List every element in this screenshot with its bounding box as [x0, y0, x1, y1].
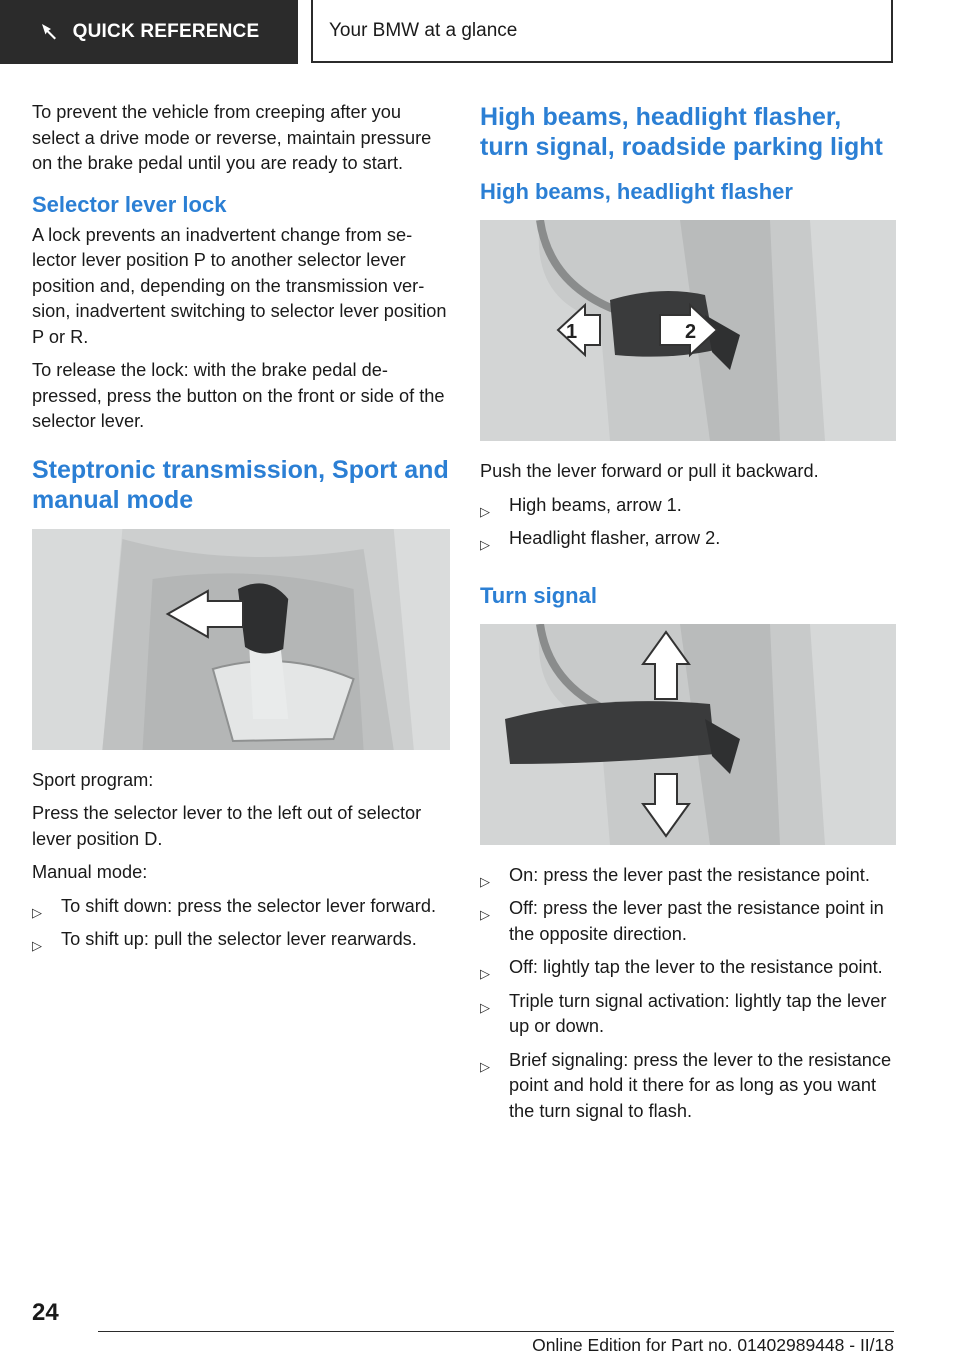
selector-lock-heading: Selector lever lock	[32, 191, 227, 217]
list-item: ▷ To shift down: press the selector lever forward.	[32, 894, 450, 920]
edition-note: Online Edition for Part no. 01402989448 - II/18	[532, 1335, 894, 1355]
bullet-icon: ▷	[480, 1058, 490, 1074]
turn-signal-heading: Turn signal	[480, 582, 597, 608]
bullet-icon: ▷	[32, 938, 42, 953]
section-title-text: Your BMW at a glance	[329, 19, 518, 41]
section-title	[311, 0, 893, 63]
selector-lock-paragraph-1: A lock prevents an inadvertent change from selector lever position P to another selector lever position and, depending on the transmission version, inadvertent switching to selector lever position P or R.	[32, 224, 447, 347]
left-column	[32, 100, 450, 961]
bullet-icon: ▷	[480, 537, 490, 552]
bullet-icon: ▷	[32, 904, 42, 920]
list-item: ▷ To shift up: pull the selector lever rearwards.	[32, 927, 450, 953]
list-item: ▷ Off: lightly tap the lever to the resistance point.	[480, 955, 896, 981]
bullet-icon: ▷	[480, 503, 490, 519]
selector-lock-paragraph-2: To release the lock: with the brake pedal depressed, press the button on the front or side of the selector lever.	[32, 360, 445, 431]
list-item: ▷ High beams, arrow 1.	[480, 493, 896, 519]
page-number: 24	[32, 1299, 59, 1326]
arrow-2-label: 2	[685, 321, 697, 343]
high-beams-heading: High beams, headlight flasher	[480, 179, 793, 204]
quick-reference-tab[interactable]	[0, 0, 298, 64]
bullet-icon: ▷	[480, 999, 490, 1015]
turn-signal-list	[480, 863, 896, 1125]
list-item: ▷ On: press the lever past the resistance point.	[480, 863, 896, 889]
right-column	[480, 102, 896, 1132]
high-beams-text: Push the lever forward or pull it backward.	[480, 461, 819, 481]
manual-mode-label: Manual mode:	[32, 862, 148, 882]
lighting-main-heading: High beams, headlight flasher, turn signal, roadside parking light	[480, 103, 883, 161]
quick-reference-label: QUICK REFERENCE	[72, 21, 260, 42]
bullet-icon: ▷	[480, 966, 490, 981]
high-beams-illustration	[480, 220, 896, 441]
intro-paragraph: To prevent the vehicle from creeping after you select a drive mode or reverse, maintain pressure on the brake pedal until you are ready to start.	[32, 102, 432, 173]
steptronic-heading: Steptronic transmission, Sport and manual mode	[32, 455, 449, 514]
turn-signal-illustration	[480, 624, 896, 845]
bullet-icon: ▷	[480, 873, 490, 889]
arrow-1-label: 1	[566, 321, 578, 343]
quick-reference-icon	[39, 21, 61, 43]
bullet-icon: ▷	[480, 907, 490, 922]
sport-program-label: Sport program:	[32, 769, 154, 790]
list-item: ▷ Headlight flasher, arrow 2.	[480, 526, 896, 552]
list-item: ▷ Off: press the lever past the resistance point in the opposite direction.	[480, 898, 884, 944]
list-item: ▷ Triple turn signal activation: lightly tap the lever up or down.	[480, 990, 887, 1036]
footer-divider	[98, 1331, 894, 1332]
high-beams-list	[480, 493, 896, 552]
sport-program-text: Press the selector lever to the left out of selector lever position D.	[32, 803, 422, 849]
list-item: ▷ Brief signaling: press the lever to the resistance point and hold it there for as long as you want the turn signal to flash.	[480, 1049, 892, 1121]
manual-mode-list	[32, 894, 450, 953]
selector-lever-illustration	[32, 529, 450, 750]
